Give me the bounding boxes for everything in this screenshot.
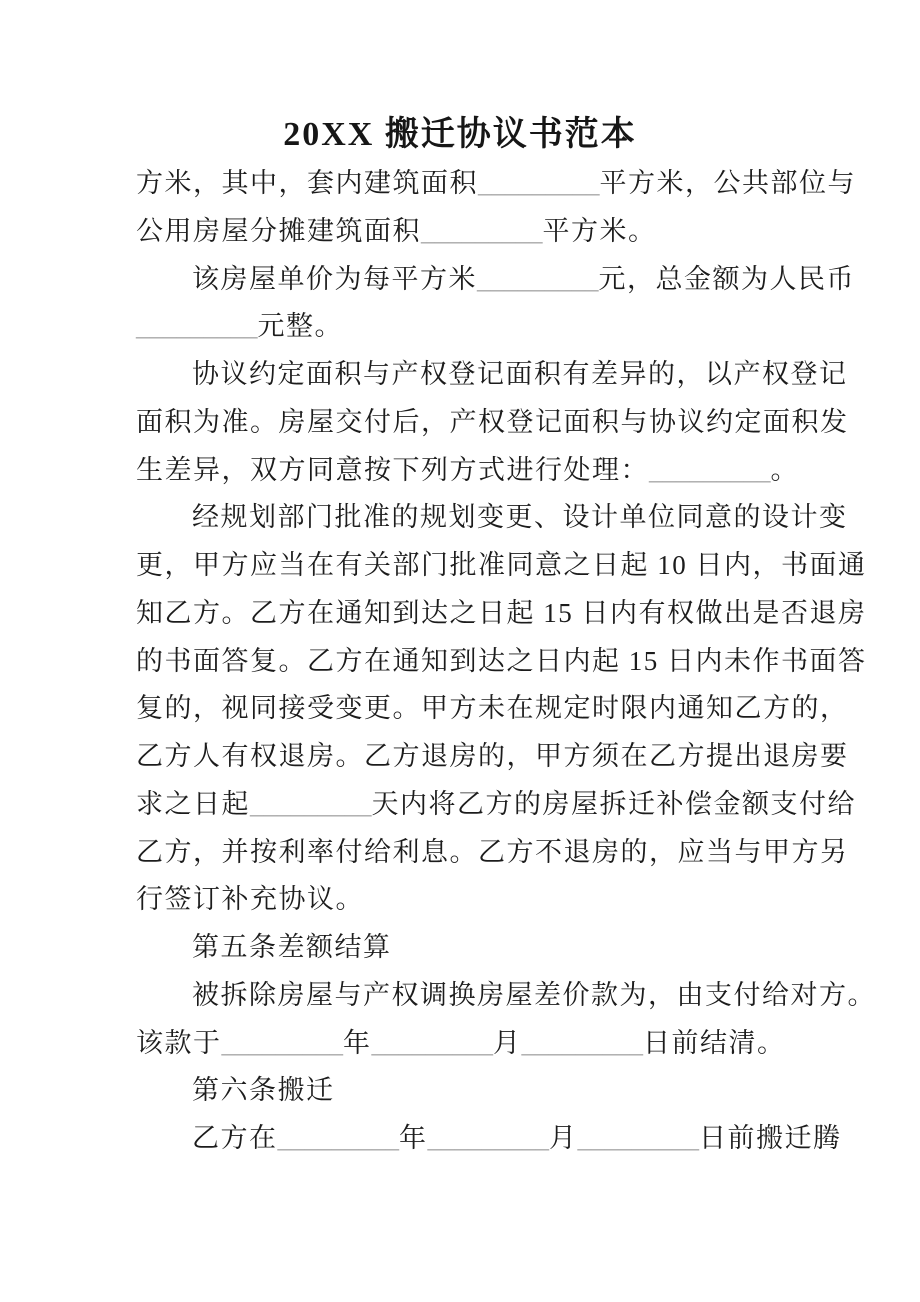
fill-in-blank: _________ xyxy=(221,1027,343,1058)
fill-in-blank: _________ xyxy=(136,311,258,342)
document-line: 生差异，双方同意按下列方式进行处理：_________。 xyxy=(136,454,799,485)
fill-in-blank: _________ xyxy=(277,1123,399,1153)
document-line: 行签订补充协议。 xyxy=(136,884,364,915)
fill-in-blank: _________ xyxy=(577,1123,699,1153)
fill-in-blank: _________ xyxy=(477,263,599,294)
document-section-heading: 第五条差额结算 xyxy=(192,932,392,962)
fill-in-blank: _________ xyxy=(478,168,600,198)
document-line: 乙方在_________年_________月_________日前搬迁腾 xyxy=(192,1123,842,1153)
document-section-heading: 第六条搬迁 xyxy=(192,1075,335,1106)
document-line: 复的，视同接受变更。甲方未在规定时限内通知乙方的， xyxy=(136,693,849,724)
document-line: 乙方，并按利率付给利息。乙方不退房的，应当与甲方另 xyxy=(136,836,849,867)
document-title: 20XX 搬迁协议书范本 xyxy=(283,116,637,153)
document-line: 该房屋单价为每平方米_________元，总金额为人民币 xyxy=(192,263,855,294)
document-line: 方米，其中，套内建筑面积_________平方米，公共部位与 xyxy=(136,168,856,198)
document-line: _________元整。 xyxy=(136,311,343,342)
document-line: 知乙方。乙方在通知到达之日起 15 日内有权做出是否退房 xyxy=(136,597,867,628)
document-line: 经规划部门批准的规划变更、设计单位同意的设计变 xyxy=(192,502,848,533)
fill-in-blank: _________ xyxy=(427,1123,549,1153)
document-line: 乙方人有权退房。乙方退房的，甲方须在乙方提出退房要 xyxy=(136,741,849,771)
document-line: 协议约定面积与产权登记面积有差异的，以产权登记 xyxy=(192,359,848,389)
fill-in-blank: _________ xyxy=(649,454,771,485)
fill-in-blank: _________ xyxy=(421,215,543,246)
document-line: 该款于_________年_________月_________日前结清。 xyxy=(136,1027,786,1058)
document-line: 更，甲方应当在有关部门批准同意之日起 10 日内，书面通 xyxy=(136,550,867,580)
fill-in-blank: _________ xyxy=(371,1027,493,1058)
document-line: 被拆除房屋与产权调换房屋差价款为，由支付给对方。 xyxy=(192,979,876,1010)
fill-in-blank: _________ xyxy=(250,788,372,819)
document-line: 的书面答复。乙方在通知到达之日内起 15 日内未作书面答 xyxy=(136,645,867,676)
document-line: 求之日起_________天内将乙方的房屋拆迁补偿金额支付给 xyxy=(136,788,856,819)
document-line: 公用房屋分摊建筑面积_________平方米。 xyxy=(136,215,657,246)
fill-in-blank: _________ xyxy=(521,1027,643,1058)
document-line: 面积为准。房屋交付后，产权登记面积与协议约定面积发 xyxy=(136,406,849,437)
document-body xyxy=(136,160,876,1163)
